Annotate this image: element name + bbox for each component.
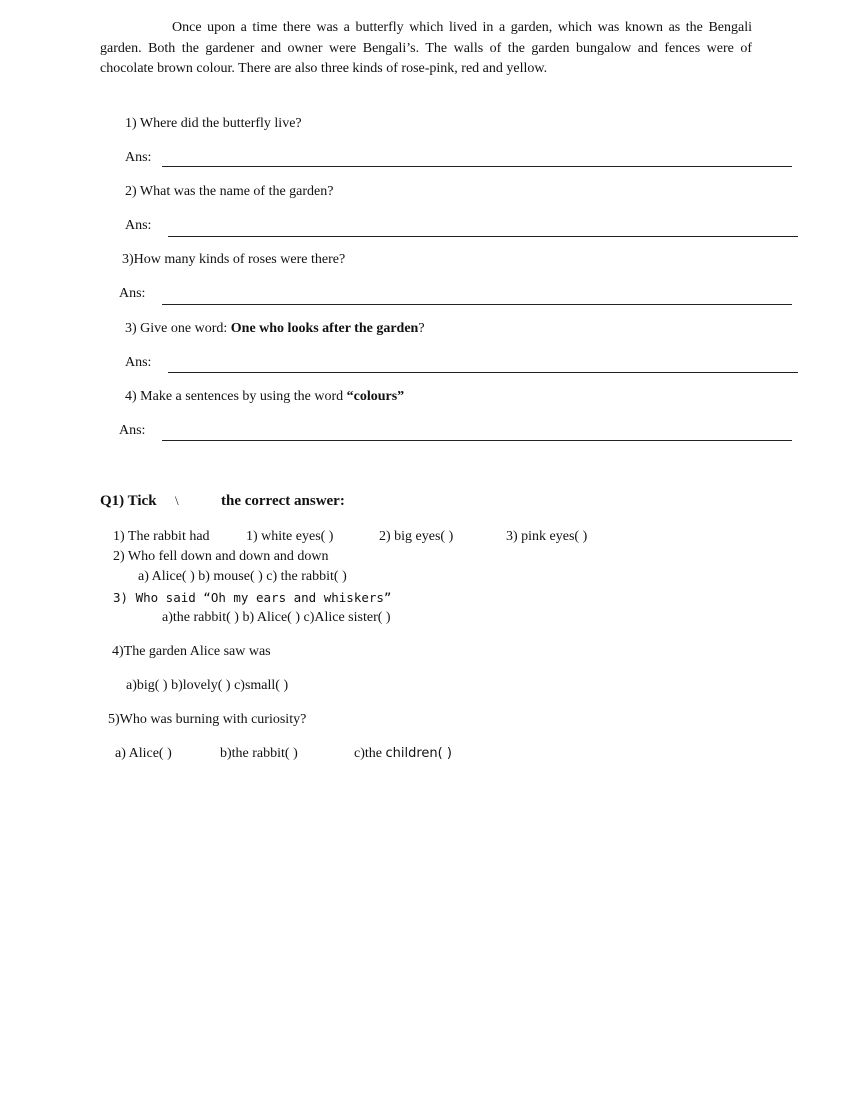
passage-text: Once upon a time there was a butterfly which lived in a garden, which was known as the Bengali garden. Both the gardener and owner were Bengali’s. The walls of the garden bungalow and fences were of chocolate brown colour. There are also three kinds of rose-pink, red and yellow. [100, 20, 752, 76]
tick-mark-icon: \ [175, 493, 179, 508]
passage [100, 18, 752, 80]
tick-q1-option-1[interactable]: 1) white eyes( ) [246, 529, 334, 544]
question-5 [125, 389, 404, 405]
answer-label-1: Ans: [125, 150, 152, 165]
tick-q5-option-c[interactable] [354, 746, 452, 762]
answer-line-2[interactable] [168, 236, 798, 237]
tick-q5-option-b[interactable]: b)the rabbit( ) [220, 746, 298, 761]
question-4 [125, 321, 425, 337]
tick-q2: 2) Who fell down and down and down [113, 549, 329, 564]
answer-line-3[interactable] [162, 304, 792, 305]
tick-section-instruction: the correct answer: [221, 493, 345, 509]
tick-q1-option-2[interactable]: 2) big eyes( ) [379, 529, 454, 544]
question-4-suffix: ? [418, 321, 425, 336]
tick-q3: 3) Who said “Oh my ears and whiskers” [113, 590, 392, 605]
question-4-bold: One who looks after the garden [230, 321, 419, 336]
question-2: 2) What was the name of the garden? [125, 184, 334, 199]
question-1: 1) Where did the butterfly live? [125, 116, 302, 131]
answer-label-5: Ans: [119, 423, 146, 438]
answer-line-1[interactable] [162, 166, 792, 167]
answer-label-4: Ans: [125, 355, 152, 370]
tick-q1-option-3[interactable]: 3) pink eyes( ) [506, 529, 588, 544]
answer-line-4[interactable] [168, 372, 798, 373]
question-5-bold: “colours” [346, 389, 405, 404]
question-4-prefix: 3) Give one word: [125, 321, 231, 336]
answer-label-3: Ans: [119, 286, 146, 301]
tick-q5-option-c-prefix: c)the [354, 746, 386, 761]
tick-q4-options[interactable]: a)big( ) b)lovely( ) c)small( ) [126, 678, 289, 693]
tick-q3-options[interactable]: a)the rabbit( ) b) Alice( ) c)Alice sister( ) [162, 610, 391, 625]
tick-q5-option-a[interactable]: a) Alice( ) [115, 746, 172, 761]
tick-q2-options[interactable]: a) Alice( ) b) mouse( ) c) the rabbit( ) [138, 569, 347, 584]
tick-q4: 4)The garden Alice saw was [112, 644, 271, 659]
answer-line-5[interactable] [162, 440, 792, 441]
question-5-prefix: 4) Make a sentences by using the word [125, 389, 347, 404]
tick-q1: 1) The rabbit had [113, 529, 210, 544]
question-3: 3)How many kinds of roses were there? [122, 252, 346, 267]
tick-q5: 5)Who was burning with curiosity? [108, 712, 307, 727]
tick-q5-option-c-word: children( ) [385, 746, 452, 761]
answer-label-2: Ans: [125, 218, 152, 233]
tick-section-title: Q1) Tick [100, 493, 157, 509]
